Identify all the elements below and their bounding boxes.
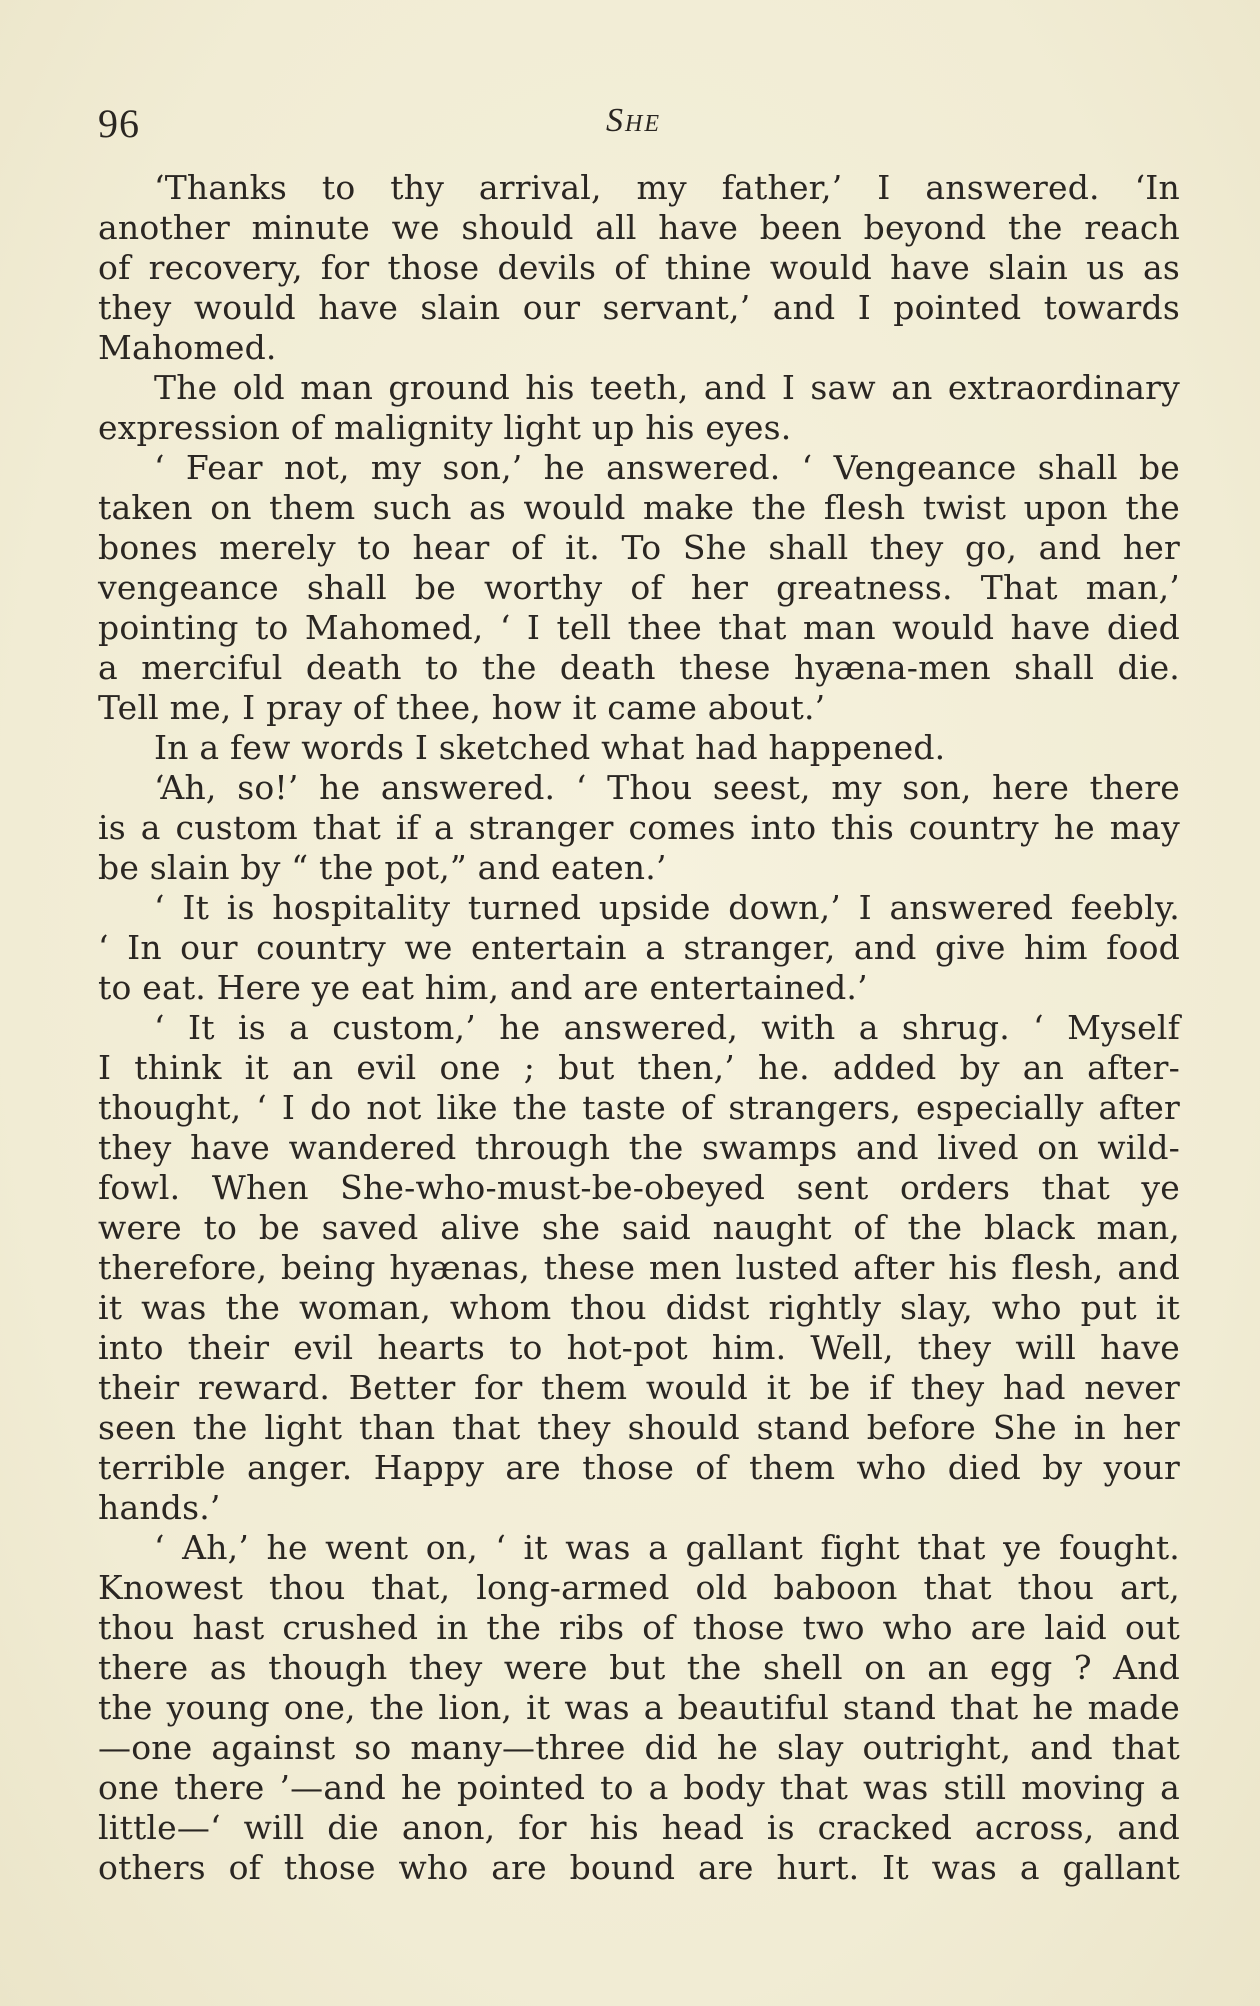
text-line: vengeance shall be worthy of her greatness. That man,’ [98, 568, 1180, 607]
text-line: were to be saved alive she said naught of the black man, [98, 1208, 1180, 1247]
text-line: they would have slain our servant,’ and I pointed towards [98, 288, 1180, 327]
text-line: ‘ It is a custom,’ he answered, with a shrug. ‘ Myself [154, 1008, 1180, 1047]
text-line: fowl. When She-who-must-be-obeyed sent orders that ye [98, 1168, 1180, 1207]
text-line: ‘Ah, so!’ he answered. ‘ Thou seest, my son, here there [154, 768, 1180, 807]
text-line: of recovery, for those devils of thine would have slain us as [98, 248, 1180, 287]
body-text [98, 168, 1180, 1888]
text-line: pointing to Mahomed, ‘ I tell thee that man would have died [98, 608, 1180, 647]
text-line: thought, ‘ I do not like the taste of strangers, especially after [98, 1088, 1180, 1127]
text-line: therefore, being hyænas, these men lusted after his flesh, and [98, 1248, 1180, 1287]
text-line: hands.’ [98, 1488, 221, 1527]
text-line: is a custom that if a stranger comes into this country he may [98, 808, 1180, 847]
text-line: the young one, the lion, it was a beautiful stand that he made [98, 1688, 1180, 1727]
text-line: ‘ It is hospitality turned upside down,’ I answered feebly. [154, 888, 1180, 927]
text-line: ‘ In our country we entertain a stranger, and give him food [98, 928, 1180, 967]
text-line: In a few words I sketched what had happened. [154, 728, 946, 767]
text-line: seen the light than that they should stand before She in her [98, 1408, 1180, 1447]
text-line: to eat. Here ye eat him, and are entertained.’ [98, 968, 868, 1007]
text-line: a merciful death to the death these hyæna-men shall die. [98, 648, 1180, 687]
text-line: they have wandered through the swamps and lived on wild- [98, 1128, 1180, 1167]
text-line: another minute we should all have been beyond the reach [98, 208, 1180, 247]
text-line: others of those who are bound are hurt. It was a gallant [98, 1848, 1180, 1887]
text-line: Knowest thou that, long-armed old baboon that thou art, [98, 1568, 1180, 1607]
page-number: 96 [98, 101, 140, 146]
running-head: She [606, 102, 661, 139]
text-line: thou hast crushed in the ribs of those two who are laid out [98, 1608, 1180, 1647]
text-line: bones merely to hear of it. To She shall they go, and her [98, 528, 1180, 567]
text-line: —one against so many—three did he slay outright, and that [98, 1728, 1180, 1767]
text-line: taken on them such as would make the flesh twist upon the [98, 488, 1180, 527]
text-line: be slain by “ the pot,” and eaten.’ [98, 848, 667, 887]
text-line: terrible anger. Happy are those of them who died by your [98, 1448, 1180, 1487]
text-line: Tell me, I pray of thee, how it came about.’ [98, 688, 826, 727]
text-line: their reward. Better for them would it be if they had never [98, 1368, 1180, 1407]
text-line: The old man ground his teeth, and I saw an extraordinary [154, 368, 1180, 407]
text-line: little—‘ will die anon, for his head is cracked across, and [98, 1808, 1180, 1847]
text-line: into their evil hearts to hot-pot him. Well, they will have [98, 1328, 1180, 1367]
text-line: it was the woman, whom thou didst rightly slay, who put it [98, 1288, 1180, 1327]
text-line: expression of malignity light up his eyes. [98, 408, 792, 447]
text-line: Mahomed. [98, 328, 277, 367]
text-line: one there ’—and he pointed to a body that was still moving a [98, 1768, 1180, 1807]
page-header [98, 100, 1180, 150]
text-line: there as though they were but the shell on an egg ? And [98, 1648, 1180, 1687]
text-line: ‘Thanks to thy arrival, my father,’ I answered. ‘In [154, 168, 1180, 207]
text-line: ‘ Fear not, my son,’ he answered. ‘ Vengeance shall be [154, 448, 1180, 487]
text-line: ‘ Ah,’ he went on, ‘ it was a gallant fight that ye fought. [154, 1528, 1180, 1567]
text-line: I think it an evil one ; but then,’ he. added by an after- [98, 1048, 1180, 1087]
